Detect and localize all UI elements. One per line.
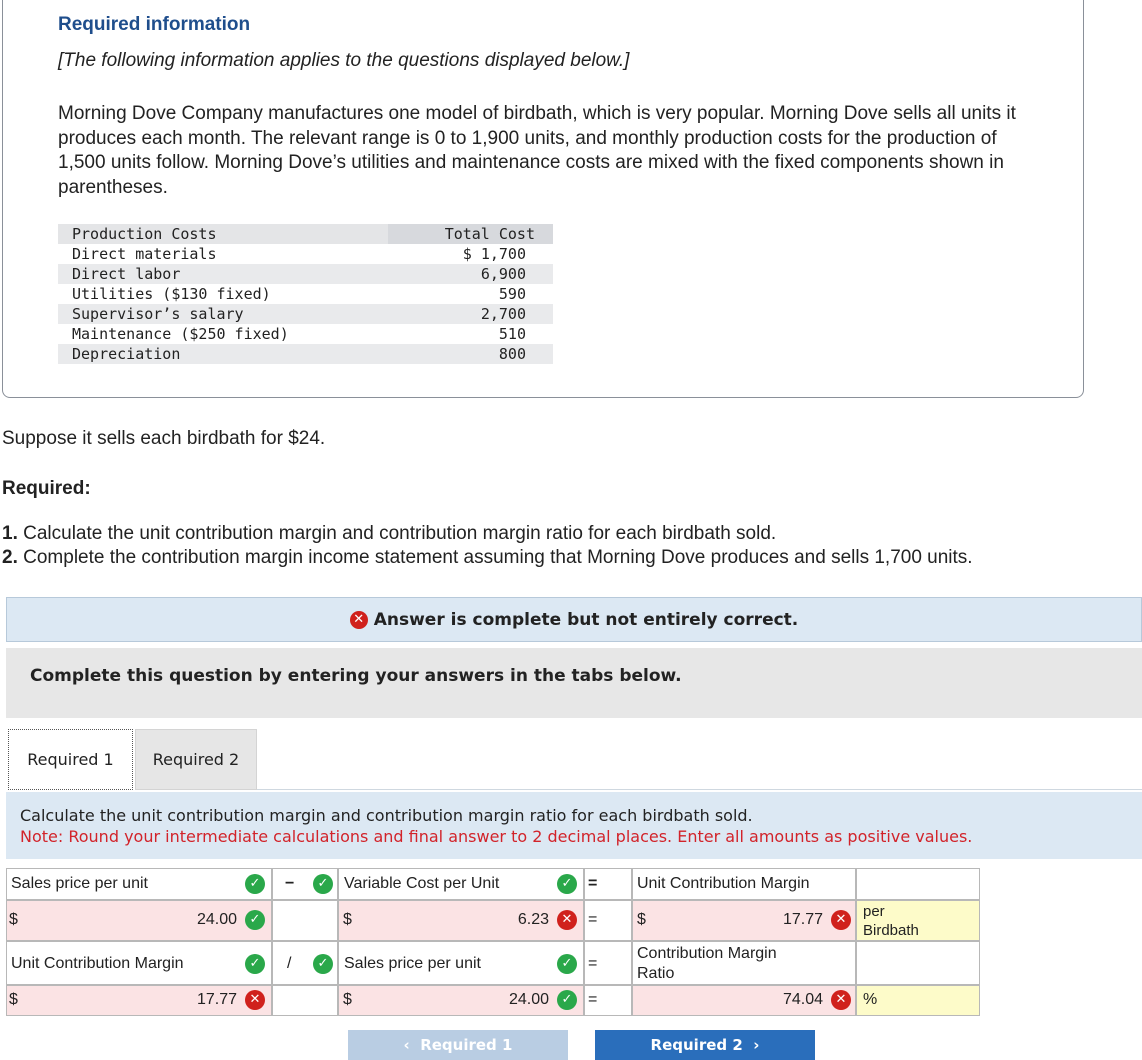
operator-cell-minus xyxy=(272,868,338,900)
cost-table-header-value: Total Cost xyxy=(388,224,553,244)
divide-operator: / xyxy=(287,955,292,972)
complete-prompt: Complete this question by entering your answers in the tabs below. xyxy=(30,666,682,686)
currency-symbol: $ xyxy=(343,911,352,928)
label-unit-cm-row3: Unit Contribution Margin xyxy=(11,955,184,972)
check-icon: ✓ xyxy=(557,874,577,894)
per-birdbath-label: per Birdbath xyxy=(863,903,919,939)
label-sales-price: Sales price per unit xyxy=(11,875,148,892)
variable-cost-input-cell[interactable] xyxy=(338,900,584,941)
check-icon: ✓ xyxy=(313,874,333,894)
chevron-left-icon: ‹ xyxy=(403,1036,421,1054)
tab-required-1[interactable]: Required 1 xyxy=(8,729,133,790)
chevron-right-icon: › xyxy=(742,1036,760,1054)
label-cm-ratio: Contribution Margin Ratio xyxy=(637,945,777,982)
table-row xyxy=(58,264,553,284)
cost-value: 510 xyxy=(498,325,526,343)
cost-value: 2,700 xyxy=(388,304,553,324)
check-icon: ✓ xyxy=(313,954,333,974)
unit-cm-input-cell[interactable] xyxy=(632,900,856,941)
x-icon: ✕ xyxy=(350,611,368,629)
sales-price-value-row4[interactable]: 24.00 xyxy=(508,991,549,1008)
empty-cell xyxy=(272,985,338,1016)
instruction-text: Calculate the unit contribution margin and contribution margin ratio for each birdbath sold. xyxy=(20,806,753,825)
currency-symbol: $ xyxy=(343,991,352,1008)
cost-label: Direct labor xyxy=(58,264,388,284)
unit-label-cell xyxy=(856,900,980,941)
instructions-panel xyxy=(6,792,1142,859)
currency-symbol: $ xyxy=(637,911,646,928)
x-icon: ✕ xyxy=(831,990,851,1010)
requirement-number: 1. xyxy=(2,523,18,544)
cost-table xyxy=(58,224,553,364)
label-cell-sales-price xyxy=(338,941,584,985)
table-row xyxy=(58,324,553,344)
equals-sign: = xyxy=(588,991,598,1008)
requirement-2 xyxy=(2,547,973,569)
cost-label: Depreciation xyxy=(58,344,388,364)
cm-ratio-input-cell[interactable] xyxy=(632,985,856,1016)
cost-table-header-label: Production Costs xyxy=(58,224,388,244)
suppose-text: Suppose it sells each birdbath for $24. xyxy=(2,428,326,449)
empty-cell xyxy=(856,868,980,900)
next-required-2-button[interactable] xyxy=(595,1030,815,1060)
equals-sign: = xyxy=(588,875,598,892)
cost-value: 6,900 xyxy=(388,264,553,284)
empty-cell xyxy=(272,900,338,941)
equals-cell xyxy=(584,941,632,985)
minus-operator: − xyxy=(285,875,295,892)
answer-status-text: Answer is complete but not entirely correct. xyxy=(373,609,799,630)
cm-ratio-value[interactable]: 74.04 xyxy=(782,991,823,1008)
equals-sign: = xyxy=(588,911,598,928)
check-icon: ✓ xyxy=(245,910,265,930)
requirement-text: Complete the contribution margin income statement assuming that Morning Dove produces and sells 1,700 units. xyxy=(17,547,973,568)
answer-status-banner xyxy=(6,597,1142,642)
cost-table-header xyxy=(58,224,553,244)
empty-cell xyxy=(856,941,980,985)
check-icon: ✓ xyxy=(245,954,265,974)
table-row xyxy=(58,244,553,264)
equals-cell xyxy=(584,900,632,941)
required-info-heading: Required information xyxy=(58,14,251,35)
cost-value: $ 1,700 xyxy=(462,245,526,263)
label-variable-cost: Variable Cost per Unit xyxy=(344,875,500,892)
tab-required-2[interactable]: Required 2 xyxy=(135,729,257,790)
label-cell-unit-cm xyxy=(632,868,856,900)
equals-cell xyxy=(584,868,632,900)
required-heading: Required: xyxy=(2,478,91,499)
rounding-note: Note: Round your intermediate calculations and final answer to 2 decimal places. Enter all amounts as positive values. xyxy=(20,827,973,846)
unit-cm-input-cell-row4[interactable] xyxy=(6,985,272,1016)
cost-label: Supervisor’s salary xyxy=(58,304,388,324)
info-paragraph: Morning Dove Company manufactures one model of birdbath, which is very popular. Morning Dove sells all units it produces each month. The relevant range is 0 to 1,900 units, and monthly production costs for the production of 1,500 units follow. Morning Dove’s utilities and maintenance costs are mixed with the fixed components shown in parentheses. xyxy=(58,103,1016,198)
cost-label: Utilities ($130 fixed) xyxy=(72,285,271,303)
info-note: [The following information applies to the questions displayed below.] xyxy=(58,50,630,71)
check-icon: ✓ xyxy=(245,874,265,894)
table-row xyxy=(58,304,553,324)
sales-price-value[interactable]: 24.00 xyxy=(196,911,237,928)
requirement-1 xyxy=(2,523,776,545)
label-unit-cm: Unit Contribution Margin xyxy=(637,875,810,892)
cost-value: 800 xyxy=(388,344,553,364)
operator-cell-divide xyxy=(272,941,338,985)
equals-sign: = xyxy=(588,955,598,972)
table-row xyxy=(58,344,553,364)
percent-sign: % xyxy=(863,991,878,1008)
x-icon: ✕ xyxy=(831,910,851,930)
currency-symbol: $ xyxy=(9,991,18,1008)
variable-cost-value[interactable]: 6.23 xyxy=(517,911,549,928)
unit-cm-value[interactable]: 17.77 xyxy=(782,911,823,928)
cost-label: Direct materials xyxy=(72,245,217,263)
table-row xyxy=(58,284,553,304)
x-icon: ✕ xyxy=(245,990,265,1010)
percent-label-cell xyxy=(856,985,980,1016)
unit-cm-value-row4[interactable]: 17.77 xyxy=(196,991,237,1008)
sales-price-input-cell-row4[interactable] xyxy=(338,985,584,1016)
prev-button-label: Required 1 xyxy=(420,1036,513,1054)
label-cell-cm-ratio xyxy=(632,941,856,985)
currency-symbol: $ xyxy=(9,911,18,928)
requirement-number: 2. xyxy=(2,547,18,568)
label-cell-unit-cm xyxy=(6,941,272,985)
check-icon: ✓ xyxy=(557,990,577,1010)
next-button-label: Required 2 xyxy=(650,1036,743,1054)
sales-price-input-cell[interactable] xyxy=(6,900,272,941)
cost-value: 590 xyxy=(498,285,526,303)
label-cell-variable-cost xyxy=(338,868,584,900)
equals-cell xyxy=(584,985,632,1016)
x-icon: ✕ xyxy=(557,910,577,930)
label-cell-sales-price xyxy=(6,868,272,900)
label-sales-price-row3: Sales price per unit xyxy=(344,955,481,972)
check-icon: ✓ xyxy=(557,954,577,974)
cost-label: Maintenance ($250 fixed) xyxy=(72,325,289,343)
prev-required-1-button[interactable] xyxy=(348,1030,568,1060)
requirement-text: Calculate the unit contribution margin and contribution margin ratio for each birdbath sold. xyxy=(17,523,777,544)
tab-divider xyxy=(257,789,1142,790)
